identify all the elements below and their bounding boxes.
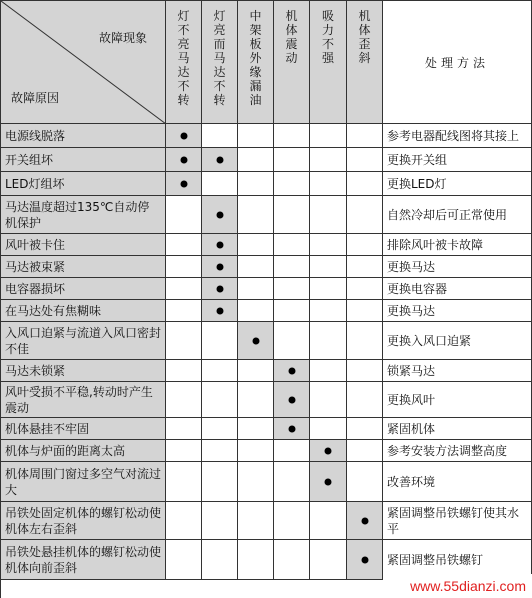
mark-cell: [166, 234, 202, 256]
watermark: www.55dianzi.com: [383, 574, 532, 598]
mark-cell: [202, 382, 238, 418]
mark-cell: [166, 540, 202, 580]
cause-text: 马达被束紧: [5, 259, 66, 274]
mark-cell: [238, 502, 274, 540]
method-cell: [383, 462, 532, 502]
mark-cell: [238, 462, 274, 502]
method-cell: [383, 322, 532, 360]
method-text: 更换开关组: [387, 152, 448, 167]
method-text: 紧固机体: [387, 421, 436, 436]
mark-cell: [347, 196, 383, 234]
mark-cell: [347, 502, 383, 540]
method-text: 改善环境: [387, 474, 436, 489]
cause-text: 马达温度超过135℃自动停机保护: [5, 199, 150, 230]
mark-cell: [310, 382, 347, 418]
mark-cell: [310, 256, 347, 278]
bullet-mark: [216, 307, 223, 314]
mark-cell: [347, 322, 383, 360]
bullet-mark: [361, 556, 368, 563]
method-text: 更换电容器: [387, 281, 448, 296]
bullet-mark: [325, 447, 332, 454]
bullet-mark: [216, 211, 223, 218]
method-cell: [383, 148, 532, 172]
method-cell: [383, 124, 532, 148]
method-cell: [383, 234, 532, 256]
mark-cell: [238, 540, 274, 580]
mark-cell: [202, 148, 238, 172]
cause-cell: [1, 502, 166, 540]
cause-text: 吊铁处悬挂机体的螺钉松动使机体向前歪斜: [5, 544, 162, 575]
method-text: 更换马达: [387, 259, 436, 274]
method-text: 自然冷却后可正常使用: [387, 207, 508, 222]
symptom-label: 机体震动: [285, 9, 298, 65]
cause-cell: [1, 322, 166, 360]
cause-cell: [1, 382, 166, 418]
mark-cell: [274, 234, 310, 256]
mark-cell: [238, 172, 274, 196]
cause-cell: [1, 234, 166, 256]
method-cell: [383, 196, 532, 234]
mark-cell: [310, 462, 347, 502]
mark-cell: [274, 360, 310, 382]
bullet-mark: [252, 337, 259, 344]
cause-text: 电容器损坏: [5, 281, 66, 296]
method-cell: [383, 278, 532, 300]
symptom-header-5: [310, 1, 347, 124]
symptom-label: 机体歪斜: [358, 9, 371, 65]
mark-cell: [274, 322, 310, 360]
mark-cell: [166, 256, 202, 278]
bullet-mark: [325, 478, 332, 485]
symptom-label: 灯亮而马达不转: [213, 9, 226, 107]
header-symptom-label: 故障现象: [98, 31, 147, 45]
cause-text: 马达未锁紧: [5, 363, 66, 378]
cause-text: 风叶被卡住: [5, 237, 66, 252]
mark-cell: [274, 382, 310, 418]
mark-cell: [274, 502, 310, 540]
cause-cell: [1, 148, 166, 172]
method-text: 更换风叶: [387, 392, 436, 407]
mark-cell: [166, 124, 202, 148]
cause-cell: [1, 256, 166, 278]
method-text: 紧固调整吊铁螺钉使其水平: [387, 505, 520, 536]
mark-cell: [202, 256, 238, 278]
method-cell: [383, 382, 532, 418]
method-text: 更换LED灯: [387, 176, 447, 191]
mark-cell: [166, 172, 202, 196]
mark-cell: [166, 502, 202, 540]
mark-cell: [274, 278, 310, 300]
mark-cell: [310, 360, 347, 382]
symptom-header-2: [202, 1, 238, 124]
mark-cell: [274, 196, 310, 234]
mark-cell: [347, 382, 383, 418]
mark-cell: [238, 278, 274, 300]
mark-cell: [166, 300, 202, 322]
method-header-label: 处理方法: [424, 55, 489, 70]
mark-cell: [202, 540, 238, 580]
cause-text: 机体与炉面的距离太高: [5, 443, 126, 458]
mark-cell: [238, 382, 274, 418]
mark-cell: [202, 196, 238, 234]
method-cell: [383, 256, 532, 278]
method-cell: [383, 440, 532, 462]
method-text: 紧固调整吊铁螺钉: [387, 552, 484, 567]
cause-cell: [1, 124, 166, 148]
header-cause-label: 故障原因: [11, 91, 60, 105]
mark-cell: [202, 360, 238, 382]
mark-cell: [310, 502, 347, 540]
cause-text: 在马达处有焦糊味: [5, 303, 102, 318]
cause-text: 入风口迫紧与流道入风口密封不佳: [5, 325, 162, 356]
mark-cell: [274, 462, 310, 502]
method-cell: [383, 502, 532, 540]
cause-cell: [1, 418, 166, 440]
mark-cell: [202, 440, 238, 462]
mark-cell: [166, 148, 202, 172]
method-text: 更换入风口迫紧: [387, 333, 472, 348]
method-text: 更换马达: [387, 303, 436, 318]
mark-cell: [274, 440, 310, 462]
mark-cell: [238, 148, 274, 172]
mark-cell: [347, 360, 383, 382]
mark-cell: [202, 502, 238, 540]
cause-text: 风叶受损不平稳,转动时产生震动: [5, 384, 153, 415]
mark-cell: [310, 196, 347, 234]
mark-cell: [202, 278, 238, 300]
mark-cell: [310, 234, 347, 256]
mark-cell: [238, 360, 274, 382]
mark-cell: [202, 124, 238, 148]
mark-cell: [310, 418, 347, 440]
symptom-label: 吸力不强: [321, 9, 334, 65]
mark-cell: [310, 278, 347, 300]
cause-cell: [1, 300, 166, 322]
cause-cell: [1, 278, 166, 300]
mark-cell: [202, 418, 238, 440]
bullet-mark: [216, 285, 223, 292]
bullet-mark: [180, 132, 187, 139]
cause-text: 机体悬挂不牢固: [5, 421, 90, 436]
mark-cell: [347, 256, 383, 278]
mark-cell: [238, 256, 274, 278]
mark-cell: [310, 172, 347, 196]
mark-cell: [274, 172, 310, 196]
mark-cell: [274, 148, 310, 172]
bullet-mark: [216, 263, 223, 270]
mark-cell: [310, 148, 347, 172]
mark-cell: [310, 124, 347, 148]
method-cell: [383, 300, 532, 322]
mark-cell: [310, 300, 347, 322]
cause-text: 机体周围门窗过多空气对流过大: [5, 466, 162, 497]
mark-cell: [202, 234, 238, 256]
mark-cell: [347, 540, 383, 580]
method-text: 参考安装方法调整高度: [387, 443, 508, 458]
symptom-label: 中架板外缘漏油: [249, 9, 262, 107]
mark-cell: [347, 124, 383, 148]
bullet-mark: [216, 241, 223, 248]
symptom-header-1: [166, 1, 202, 124]
method-header: [383, 1, 532, 124]
mark-cell: [238, 322, 274, 360]
mark-cell: [347, 300, 383, 322]
bullet-mark: [216, 156, 223, 163]
method-cell: [383, 360, 532, 382]
bullet-mark: [180, 180, 187, 187]
method-text: 参考电器配线图将其接上: [387, 128, 520, 143]
mark-cell: [310, 440, 347, 462]
bullet-mark: [288, 367, 295, 374]
mark-cell: [202, 322, 238, 360]
mark-cell: [202, 462, 238, 502]
mark-cell: [238, 234, 274, 256]
mark-cell: [274, 540, 310, 580]
bullet-mark: [288, 396, 295, 403]
cause-text: 电源线脱落: [5, 128, 66, 143]
mark-cell: [238, 418, 274, 440]
cause-cell: [1, 172, 166, 196]
symptom-header-4: [274, 1, 310, 124]
mark-cell: [238, 440, 274, 462]
header-corner: [1, 1, 166, 124]
cause-cell: [1, 196, 166, 234]
cause-text: 开关组坏: [5, 152, 54, 167]
mark-cell: [166, 196, 202, 234]
mark-cell: [310, 322, 347, 360]
mark-cell: [166, 462, 202, 502]
mark-cell: [238, 300, 274, 322]
method-text: 排除风叶被卡故障: [387, 237, 484, 252]
mark-cell: [166, 278, 202, 300]
symptom-label: 灯不亮马达不转: [177, 9, 190, 107]
mark-cell: [310, 540, 347, 580]
mark-cell: [347, 278, 383, 300]
symptom-header-6: [347, 1, 383, 124]
bullet-mark: [361, 517, 368, 524]
mark-cell: [347, 234, 383, 256]
mark-cell: [166, 322, 202, 360]
method-cell: [383, 172, 532, 196]
mark-cell: [274, 300, 310, 322]
mark-cell: [166, 360, 202, 382]
mark-cell: [166, 440, 202, 462]
mark-cell: [238, 124, 274, 148]
mark-cell: [347, 418, 383, 440]
mark-cell: [202, 300, 238, 322]
cause-text: 吊铁处固定机体的螺钉松动使机体左右歪斜: [5, 505, 162, 536]
mark-cell: [166, 418, 202, 440]
mark-cell: [166, 382, 202, 418]
bullet-mark: [288, 425, 295, 432]
mark-cell: [274, 418, 310, 440]
cause-cell: [1, 360, 166, 382]
mark-cell: [347, 462, 383, 502]
method-text: 锁紧马达: [387, 363, 436, 378]
mark-cell: [202, 172, 238, 196]
mark-cell: [274, 124, 310, 148]
mark-cell: [347, 148, 383, 172]
mark-cell: [347, 440, 383, 462]
cause-cell: [1, 540, 166, 580]
cause-cell: [1, 462, 166, 502]
symptom-header-3: [238, 1, 274, 124]
cause-text: LED灯组坏: [5, 176, 65, 191]
mark-cell: [238, 196, 274, 234]
bullet-mark: [180, 156, 187, 163]
mark-cell: [347, 172, 383, 196]
method-cell: [383, 418, 532, 440]
cause-cell: [1, 440, 166, 462]
mark-cell: [274, 256, 310, 278]
